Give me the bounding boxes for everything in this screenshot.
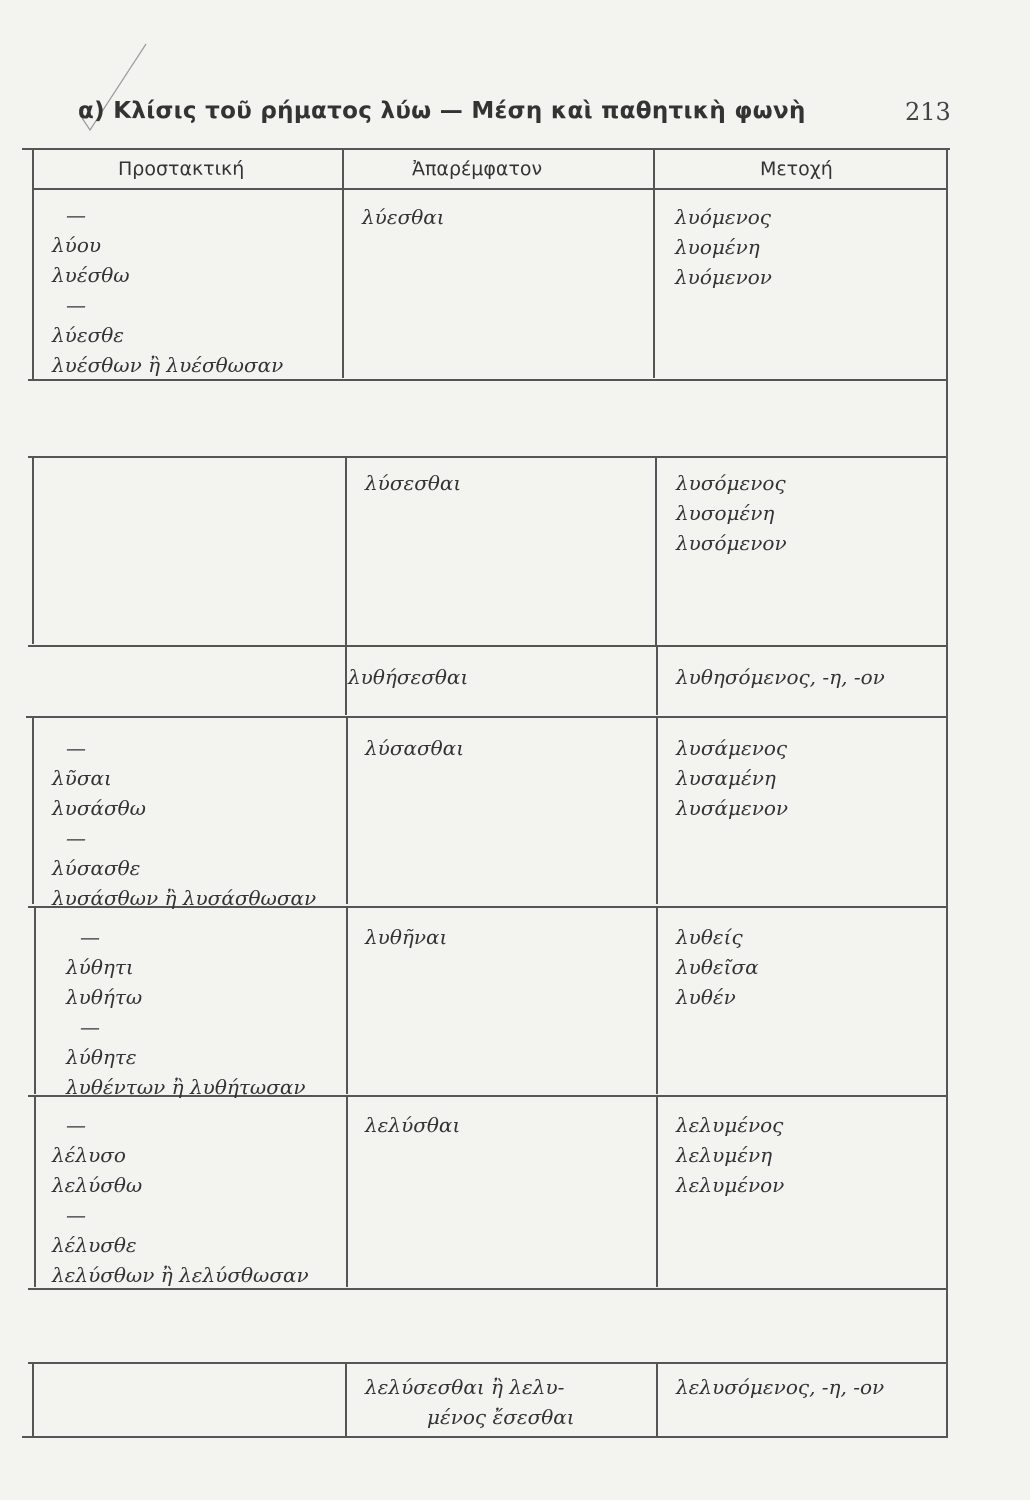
col-divider-2	[656, 1097, 658, 1287]
infinitive-cell	[365, 733, 464, 763]
col-divider-1	[345, 1364, 347, 1436]
row-rule	[28, 645, 946, 647]
cell-line: λύεσθε	[52, 323, 124, 347]
infinitive-cell	[348, 662, 468, 692]
cell-line: λυθείς	[676, 925, 743, 949]
cell-line: λέλυσο	[52, 1143, 126, 1167]
infinitive-cell	[365, 1372, 575, 1432]
table-left-border	[32, 150, 34, 380]
cell-line: λύθητι	[66, 955, 134, 979]
row-rule	[26, 716, 946, 718]
column-header-participle: Μετοχή	[760, 158, 833, 180]
column-header-imperative: Προστακτική	[118, 158, 245, 180]
cell-line: —	[66, 826, 86, 850]
cell-line: λυσάμενος	[676, 736, 788, 760]
cell-line: λυθήτω	[66, 985, 143, 1009]
col-divider-2	[656, 1364, 658, 1436]
cell-line: —	[66, 293, 86, 317]
table-right-border	[946, 150, 948, 1438]
cell-line: λυθῆναι	[365, 925, 448, 949]
cell-line: λελυμένον	[676, 1173, 785, 1197]
row-rule	[28, 1362, 946, 1364]
cell-line: λύσεσθαι	[365, 471, 462, 495]
col-divider-1	[342, 150, 344, 378]
row-left-border	[32, 456, 34, 644]
cell-line: —	[66, 736, 86, 760]
cell-line: λυσάσθω	[52, 796, 146, 820]
cell-line: λυσομένη	[676, 501, 775, 525]
cell-line: λύσασθε	[52, 856, 141, 880]
infinitive-cell	[362, 202, 445, 232]
page-title: α) Κλίσις τοῦ ρήματος λύω — Μέση καὶ παθητικὴ φωνὴ	[78, 98, 806, 124]
cell-line: λυθησόμενος, -η, -ον	[676, 665, 885, 689]
imperative-cell	[66, 922, 306, 1102]
infinitive-cell	[365, 1110, 460, 1140]
row-left-border	[32, 1364, 34, 1436]
column-header-infinitive: Ἀπαρέμφατον	[412, 158, 543, 180]
cell-line: λύθητε	[66, 1045, 137, 1069]
col-divider-1	[346, 1097, 348, 1287]
cell-line: λυόμενος	[675, 205, 772, 229]
cell-line: λύσασθαι	[365, 736, 465, 760]
imperative-cell	[52, 1110, 309, 1290]
participle-cell	[676, 922, 759, 1012]
row-left-border	[32, 718, 34, 904]
col-divider-1	[346, 718, 348, 904]
cell-line: λυσάσθων ἢ λυσάσθωσαν	[52, 886, 317, 910]
participle-cell	[676, 468, 787, 558]
cell-line: λυθέντων ἢ λυθήτωσαν	[66, 1075, 306, 1099]
cell-line: —	[66, 203, 86, 227]
imperative-cell	[52, 733, 316, 913]
cell-line: —	[66, 1203, 86, 1227]
participle-cell	[675, 202, 772, 292]
cell-line: λυθήσεσθαι	[348, 665, 469, 689]
row-rule	[28, 456, 946, 458]
cell-line: λυσόμενος	[676, 471, 786, 495]
table-bottom-rule	[22, 1436, 948, 1438]
cell-line: —	[80, 1015, 100, 1039]
cell-line: λύου	[52, 233, 102, 257]
cell-line: λυέσθων ἢ λυέσθωσαν	[52, 353, 284, 377]
cell-line: λῦσαι	[52, 766, 112, 790]
cell-line: λυέσθω	[52, 263, 130, 287]
cell-line: λέλυσθε	[52, 1233, 137, 1257]
col-divider-2	[653, 150, 655, 378]
col-divider-2	[656, 718, 658, 904]
cell-line: λελύσθω	[52, 1173, 143, 1197]
cell-line: μένος ἔσεσθαι	[427, 1405, 575, 1429]
infinitive-cell	[365, 922, 447, 952]
row-left-border	[34, 1097, 36, 1287]
cell-line: λελυσόμενος, -η, -ον	[676, 1375, 885, 1399]
page-number: 213	[905, 98, 951, 126]
participle-cell	[676, 1110, 784, 1200]
participle-cell	[676, 1372, 884, 1402]
col-divider-1	[345, 645, 347, 715]
cell-line: λελύσθων ἢ λελύσθωσαν	[52, 1263, 309, 1287]
col-divider-2	[656, 908, 658, 1094]
cell-line: λυθέν	[676, 985, 736, 1009]
participle-cell	[676, 662, 885, 692]
infinitive-cell	[365, 468, 461, 498]
cell-line: λελύσθαι	[365, 1113, 461, 1137]
cell-line: λυσόμενον	[676, 531, 787, 555]
cell-line: λελυμένος	[676, 1113, 784, 1137]
cell-line: λυσάμενον	[676, 796, 789, 820]
col-divider-2	[655, 456, 657, 646]
cell-line: λυόμενον	[675, 265, 772, 289]
row-left-border	[34, 908, 36, 1094]
imperative-cell	[52, 200, 283, 380]
participle-cell	[676, 733, 788, 823]
cell-line: λελύσεσθαι ἢ λελυ-	[365, 1375, 565, 1399]
cell-line: —	[80, 925, 100, 949]
cell-line: λύεσθαι	[362, 205, 445, 229]
col-divider-2	[656, 645, 658, 715]
header-bottom-rule	[32, 188, 946, 190]
col-divider-1	[346, 908, 348, 1094]
cell-line: λυθεῖσα	[676, 955, 759, 979]
table-top-rule	[22, 148, 950, 150]
cell-line: λελυμένη	[676, 1143, 773, 1167]
cell-line: λυομένη	[675, 235, 760, 259]
cell-line: —	[66, 1113, 86, 1137]
cell-line: λυσαμένη	[676, 766, 776, 790]
col-divider-1	[345, 456, 347, 646]
